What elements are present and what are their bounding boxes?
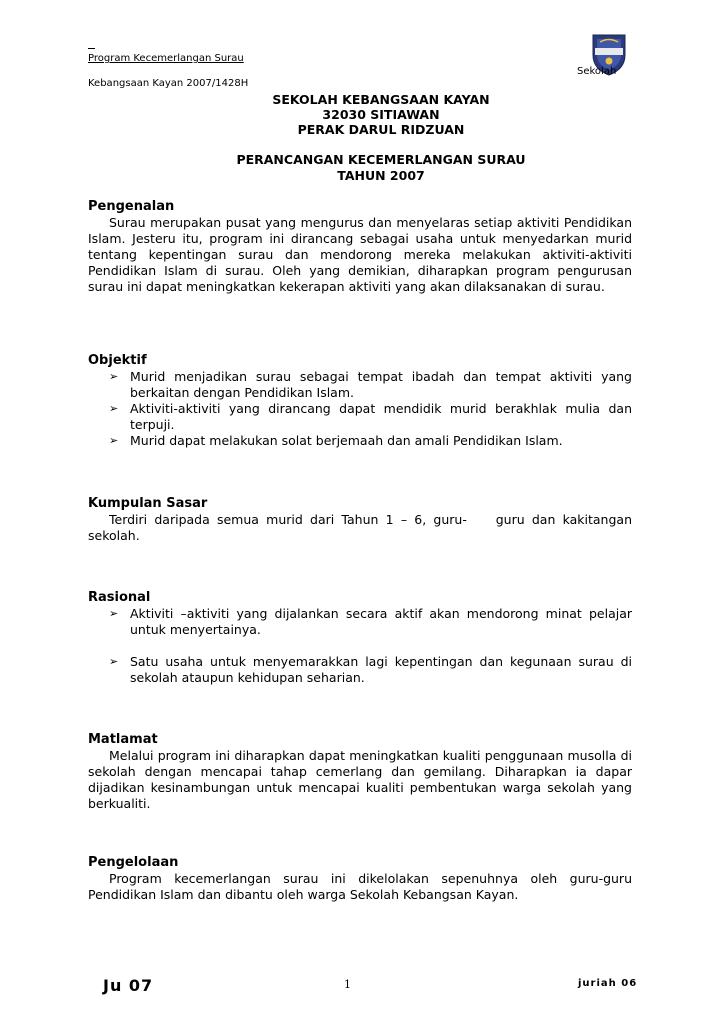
section-matlamat <box>88 732 632 812</box>
list-item: ➢ Satu usaha untuk menyemarakkan lagi kepentingan dan kegunaan surau di sekolah ataupun kehidupan seharian. <box>109 654 632 685</box>
section-heading: Kumpulan Sasar <box>88 496 208 511</box>
arrow-bullet-icon: ➢ <box>109 370 119 383</box>
section-pengelolaan <box>88 855 632 903</box>
document-year: TAHUN 2007 <box>337 168 425 183</box>
header-line-1: Program Kecemerlangan Surau <box>88 53 244 64</box>
section-heading: Rasional <box>88 590 151 605</box>
section-objektif <box>88 353 632 449</box>
list-item: ➢ Murid dapat melakukan solat berjemaah dan amali Pendidikan Islam. <box>109 433 563 448</box>
document-title: PERANCANGAN KECEMERLANGAN SURAU <box>236 152 526 167</box>
arrow-bullet-icon: ➢ <box>109 402 119 415</box>
header-rule <box>88 48 95 49</box>
header-line-2: Kebangsaan Kayan 2007/1428H <box>88 78 249 89</box>
section-heading: Pengenalan <box>88 199 175 214</box>
section-heading: Matlamat <box>88 732 158 747</box>
school-name: SEKOLAH KEBANGSAAN KAYAN <box>272 92 490 107</box>
section-heading: Objektif <box>88 353 147 368</box>
section-body: Melalui program ini diharapkan dapat meningkatkan kualiti penggunaan musolla di sekolah dengan mencapai tahap cemerlang dan gemilang. Diharapkan ia dapar dijadikan kesinambungan untuk mencapai kualiti pembentukan warga sekolah yang berkualiti. <box>88 748 632 811</box>
footer-left: Ju 07 <box>103 976 154 995</box>
section-rasional <box>88 590 632 686</box>
list-item: ➢ Aktiviti-aktiviti yang dirancang dapat mendidik murid berakhlak mulia dan terpuji. <box>109 401 632 432</box>
list-item: ➢ Murid menjadikan surau sebagai tempat ibadah dan tempat aktiviti yang berkaitan dengan Pendidikan Islam. <box>109 369 632 400</box>
section-body: Terdiri daripada semua murid dari Tahun 1 – 6, guru- guru dan kakitangan sekolah. <box>88 512 636 543</box>
school-address: 32030 SITIAWAN <box>322 107 440 122</box>
arrow-bullet-icon: ➢ <box>109 655 119 668</box>
logo-caption: Sekolah <box>577 66 617 77</box>
section-kumpulan-sasar <box>88 496 636 544</box>
section-heading: Pengelolaan <box>88 855 179 870</box>
section-pengenalan <box>88 199 632 295</box>
school-state: PERAK DARUL RIDZUAN <box>297 122 465 137</box>
page-number: 1 <box>344 978 351 991</box>
list-item: ➢ Aktiviti –aktiviti yang dijalankan secara aktif akan mendorong minat pelajar untuk menyertainya. <box>109 606 632 637</box>
footer-right: juriah 06 <box>578 978 638 989</box>
section-body: Surau merupakan pusat yang mengurus dan menyelaras setiap aktiviti Pendidikan Islam. Jesteru itu, program ini dirancang sebagai usaha untuk menyedarkan murid tentang kepentingan surau dan mendorong mereka melakukan aktiviti-aktiviti Pendidikan Islam di surau. Oleh yang demikian, diharapkan program pengurusan surau ini dapat meningkatkan kekerapan aktiviti yang akan dilaksanakan di surau. <box>88 215 632 294</box>
section-body: Program kecemerlangan surau ini dikelolakan sepenuhnya oleh guru-guru Pendidikan Islam dan dibantu oleh warga Sekolah Kebangsan Kayan. <box>88 871 632 902</box>
arrow-bullet-icon: ➢ <box>109 607 119 620</box>
arrow-bullet-icon: ➢ <box>109 434 119 447</box>
